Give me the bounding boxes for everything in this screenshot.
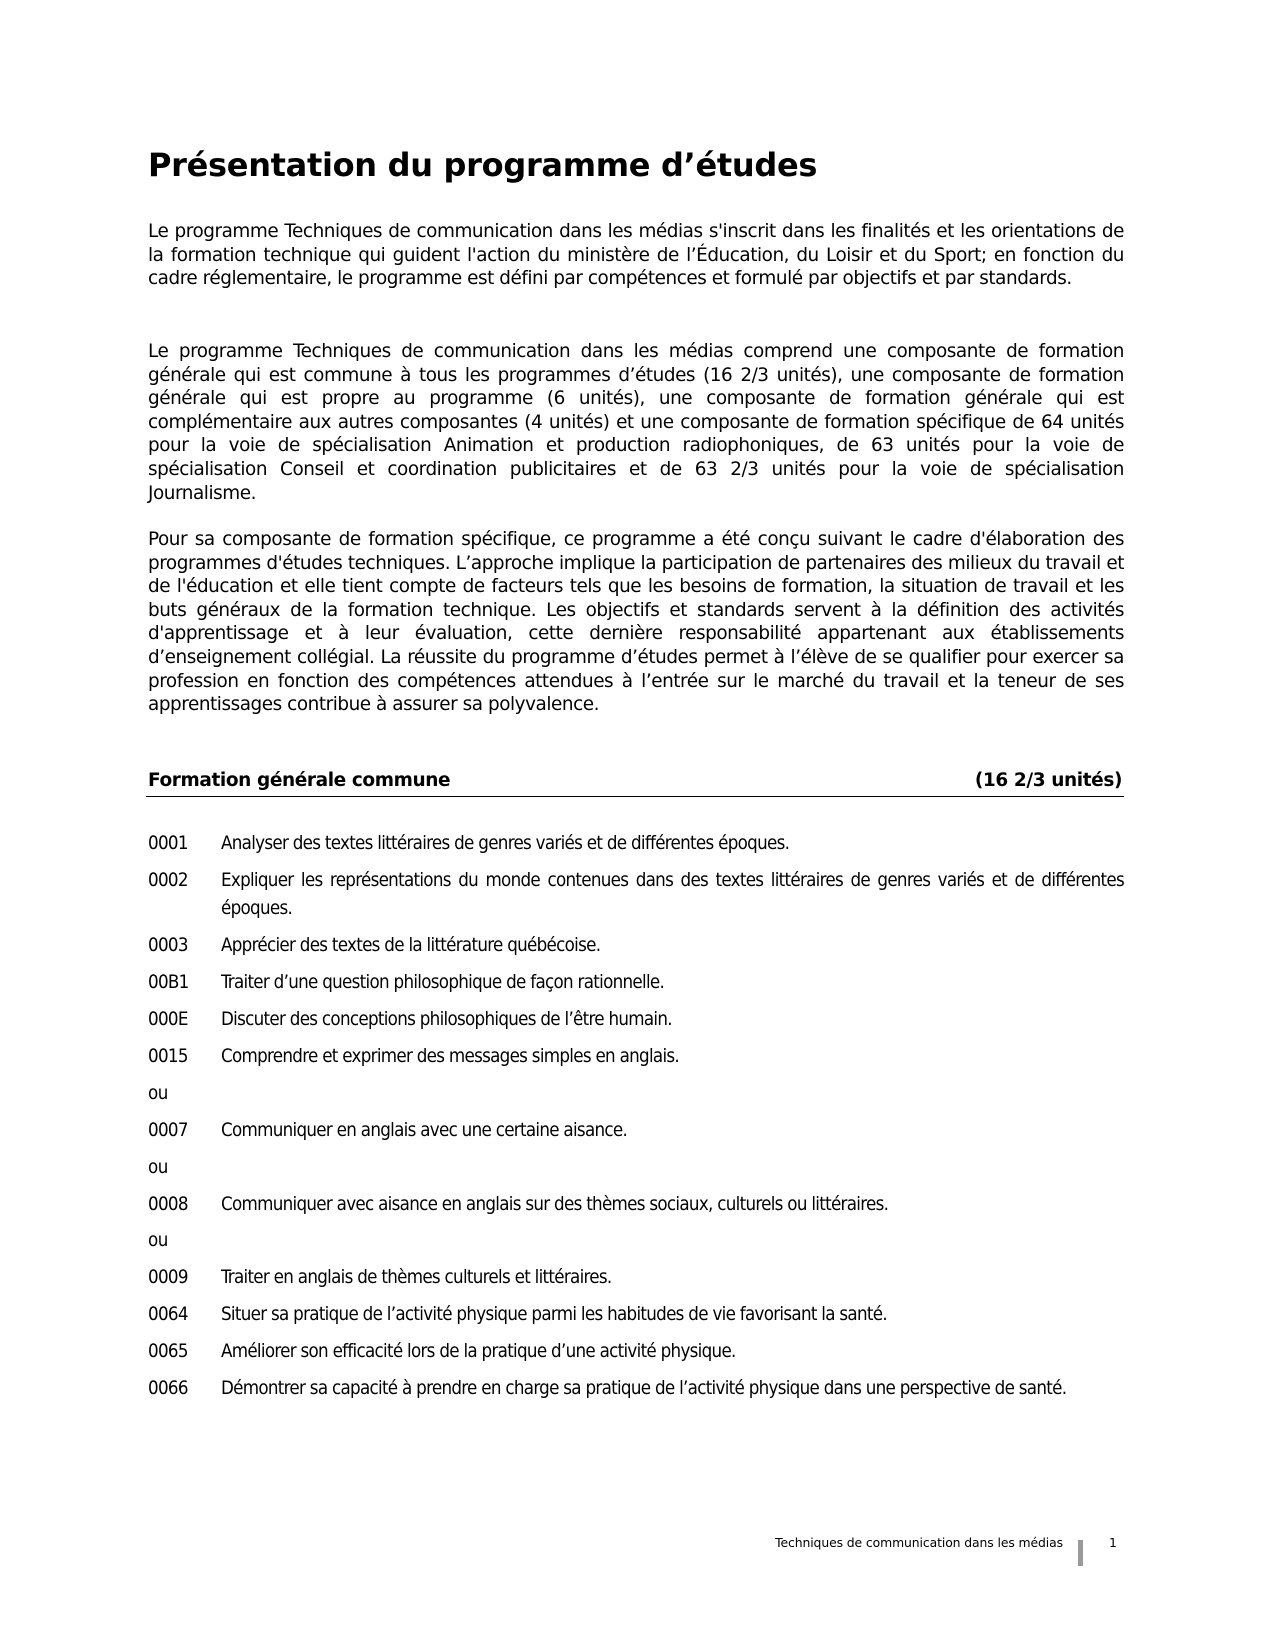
competency-text: Expliquer les représentations du monde contenues dans des textes littéraires de genres variés et de différentes époques.: [221, 869, 1124, 920]
competency-code: 0065: [148, 1341, 188, 1363]
section-heading: Formation générale commune: [148, 770, 451, 791]
competency-list: [148, 830, 1124, 1412]
competency-code: 0015: [148, 1045, 188, 1067]
competency-code: 0064: [148, 1304, 188, 1326]
competency-text: Traiter d’une question philosophique de façon rationnelle.: [221, 972, 665, 994]
competency-code: 0007: [148, 1119, 188, 1141]
competency-item: [148, 1191, 1124, 1220]
footer-divider: [1078, 1540, 1083, 1566]
composition-paragraph: Le programme Techniques de communication dans les médias comprend une composante de formation générale qui est commune à tous les programmes d’études (16 2/3 unités), une composante de formation générale qui est propre au programme (6 unités), une composante de formation générale qui est complémentaire aux autres composantes (4 unités) et une composante de formation spécifique de 64 unités pour la voie de spécialisation Animation et production radiophoniques, de 63 unités pour la voie de spécialisation Conseil et coordination publicitaires et de 63 2/3 unités pour la voie de spécialisation Journalisme.: [148, 341, 1124, 504]
page-title: Présentation du programme d’études: [148, 146, 818, 184]
page-number: 1: [1109, 1535, 1117, 1550]
competency-text: Démontrer sa capacité à prendre en charge sa pratique de l’activité physique dans une perspective de santé.: [221, 1377, 1067, 1399]
competency-code: 000E: [148, 1009, 188, 1031]
competency-item: [148, 969, 1124, 998]
competency-code: 0009: [148, 1267, 188, 1289]
competency-item: [148, 1006, 1124, 1035]
competency-item: [148, 1375, 1124, 1404]
competency-item: [148, 1117, 1124, 1146]
competency-item: [148, 1338, 1124, 1367]
competency-text: Comprendre et exprimer des messages simples en anglais.: [221, 1045, 680, 1067]
competency-text: Apprécier des textes de la littérature québécoise.: [221, 935, 601, 957]
or-separator: ou: [148, 1082, 168, 1104]
competency-code: 0002: [148, 869, 188, 891]
competency-code: 0008: [148, 1193, 188, 1215]
competency-item: [148, 1301, 1124, 1330]
competency-item: [148, 830, 1124, 859]
section-header: [146, 770, 1124, 797]
intro-paragraph: Le programme Techniques de communication dans les médias s'inscrit dans les finalités et les orientations de la formation technique qui guident l'action du ministère de l’Éducation, du Loisir et du Sport; en fonction du cadre réglementaire, le programme est défini par compétences et formulé par objectifs et par standards.: [148, 221, 1124, 290]
competency-text: Communiquer avec aisance en anglais sur des thèmes sociaux, culturels ou littéraires.: [221, 1193, 889, 1215]
competency-code: 0003: [148, 935, 188, 957]
competency-code: 0066: [148, 1377, 188, 1399]
competency-text: Discuter des conceptions philosophiques de l’être humain.: [221, 1009, 672, 1031]
competency-code: 0001: [148, 833, 188, 854]
section-units: (16 2/3 unités): [974, 770, 1122, 791]
or-separator: ou: [148, 1156, 168, 1178]
competency-text: Traiter en anglais de thèmes culturels et littéraires.: [221, 1267, 612, 1289]
competency-item: [148, 1264, 1124, 1293]
footer-program-name: Techniques de communication dans les médias: [775, 1535, 1063, 1550]
competency-item: [148, 1043, 1124, 1072]
competency-text: Communiquer en anglais avec une certaine aisance.: [221, 1119, 628, 1141]
competency-code: 00B1: [148, 972, 189, 994]
specific-training-paragraph: Pour sa composante de formation spécifique, ce programme a été conçu suivant le cadre d'élaboration des programmes d'études techniques. L’approche implique la participation de partenaires des milieux du travail et de l'éducation et elle tient compte de facteurs tels que les besoins de formation, la situation de travail et les buts généraux de la formation technique. Les objectifs et standards servent à la définition des activités d'apprentissage et à leur évaluation, cette dernière responsabilité appartenant aux établissements d’enseignement collégial. La réussite du programme d’études permet à l’élève de se qualifier pour exercer sa profession en fonction des compétences attendues à l’entrée sur le marché du travail et la teneur de ses apprentissages contribue à assurer sa polyvalence.: [148, 529, 1124, 716]
competency-text: Situer sa pratique de l’activité physique parmi les habitudes de vie favorisant la santé.: [221, 1304, 887, 1326]
competency-text: Analyser des textes littéraires de genres variés et de différentes époques.: [221, 833, 790, 854]
competency-text: Améliorer son efficacité lors de la pratique d’une activité physique.: [221, 1341, 736, 1363]
or-separator: ou: [148, 1230, 168, 1252]
competency-item: [148, 867, 1124, 924]
competency-item: [148, 932, 1124, 961]
